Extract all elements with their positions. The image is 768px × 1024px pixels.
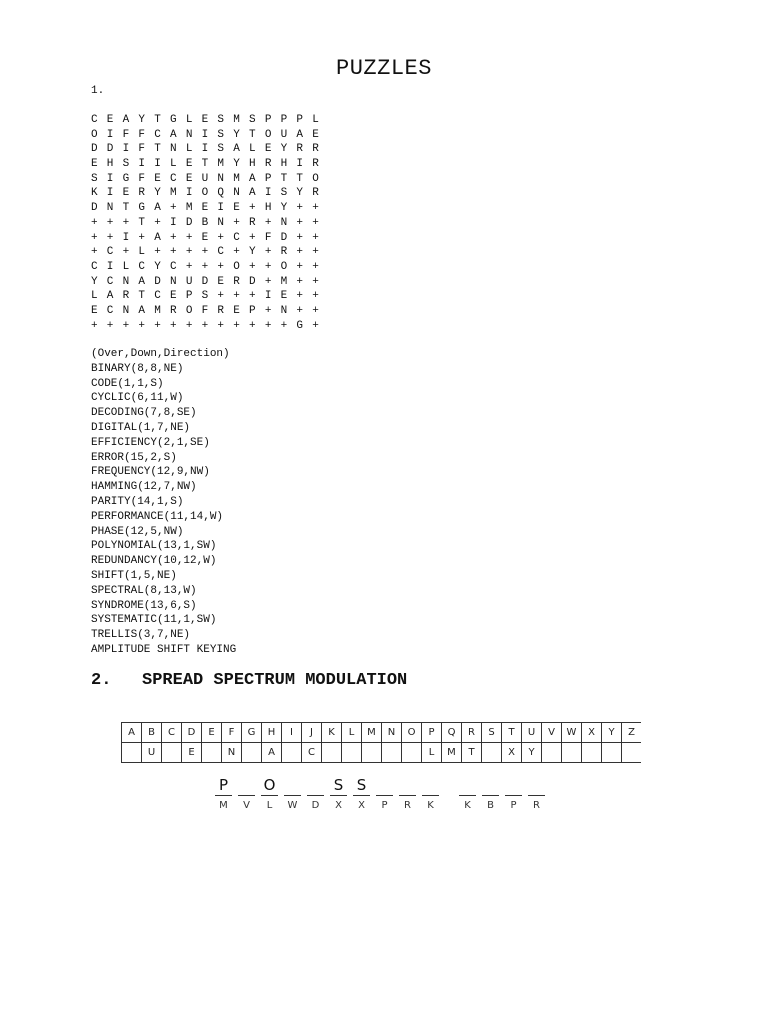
answer-slot[interactable] [373,775,396,812]
cipher-row [122,743,642,763]
cipher-cell[interactable] [362,743,382,763]
grid-row: + + + T + I D B N + R + N + + [91,216,321,229]
cipher-cell[interactable]: A [262,743,282,763]
word-list-item: PHASE(12,5,NW) [91,525,184,538]
word-search-grid [91,113,320,333]
cipher-code-letter: K [427,800,434,811]
alphabet-cell: K [322,723,342,743]
word-list-item: HAMMING(12,7,NW) [91,481,197,494]
alphabet-cell: F [222,723,242,743]
alphabet-cell: X [582,723,602,743]
cipher-code-letter: L [266,800,273,811]
cipher-cell[interactable] [282,743,302,763]
alphabet-cell: I [282,723,302,743]
word-list [91,347,236,658]
answer-slot[interactable] [212,775,235,812]
word-list-item: POLYNOMIAL(13,1,SW) [91,540,217,553]
word-list-item: SPECTRAL(8,13,W) [91,584,197,597]
alphabet-cell: B [142,723,162,743]
word-list-item: PARITY(14,1,S) [91,495,184,508]
cipher-cell[interactable] [322,743,342,763]
cipher-cell[interactable]: M [442,743,462,763]
grid-row: E H S I I L E T M Y H R H I R [91,158,321,171]
answer-slot[interactable] [258,775,281,812]
cipher-code-letter: P [510,800,517,811]
cipher-code-letter: X [358,800,365,811]
grid-row: O I F F C A N I S Y T O U A E [91,128,321,141]
answer-letter: S [333,776,344,794]
cipher-cell[interactable]: T [462,743,482,763]
grid-row: E C N A M R O F R E P + N + + [91,304,321,317]
answer-blank-line [376,795,393,796]
answer-slot[interactable] [304,775,327,812]
answer-slot[interactable] [502,775,525,812]
cipher-cell[interactable]: L [422,743,442,763]
cipher-cell[interactable] [202,743,222,763]
answer-slot[interactable] [396,775,419,812]
cipher-code-letter: D [311,800,320,811]
grid-row: C I L C Y C + + + O + + O + + [91,260,321,273]
answer-slot[interactable] [235,775,258,812]
word-list-item: CYCLIC(6,11,W) [91,392,184,405]
answer-area [212,775,548,812]
answer-slot[interactable] [525,775,548,812]
cipher-code-letter: V [243,800,250,811]
cipher-cell[interactable] [622,743,642,763]
cipher-cell[interactable]: E [182,743,202,763]
cipher-code-letter: M [219,800,228,811]
word-list-item: SYSTEMATIC(11,1,SW) [91,614,217,627]
word-list-item: ERROR(15,2,S) [91,451,177,464]
cipher-code-letter: W [287,800,298,811]
word-list-item: TRELLIS(3,7,NE) [91,629,191,642]
alphabet-cell: P [422,723,442,743]
cipher-cell[interactable] [402,743,422,763]
grid-row: D D I F T N L I S A L E Y R R [91,143,321,156]
answer-blank-line [528,795,545,796]
cipher-cell[interactable] [382,743,402,763]
cipher-code-letter: X [335,800,342,811]
cipher-cell[interactable] [602,743,622,763]
alphabet-cell: O [402,723,422,743]
answer-blank-line [284,795,301,796]
alphabet-cell: E [202,723,222,743]
alphabet-cell: W [562,723,582,743]
word-list-item: DECODING(7,8,SE) [91,407,197,420]
word-list-item: FREQUENCY(12,9,NW) [91,466,210,479]
alphabet-cell: U [522,723,542,743]
grid-row: C E A Y T G L E S M S P P P L [91,114,321,126]
alphabet-cell: N [382,723,402,743]
word-list-item: CODE(1,1,S) [91,377,164,390]
alphabet-cell: D [182,723,202,743]
cipher-table [121,722,641,763]
answer-slot[interactable] [419,775,442,812]
cipher-cell[interactable] [342,743,362,763]
word-list-item: SHIFT(1,5,NE) [91,569,177,582]
answer-blank-line [422,795,439,796]
cipher-cell[interactable]: N [222,743,242,763]
puzzle-1-number: 1. [91,85,105,97]
word-gap [442,775,456,812]
alphabet-cell: L [342,723,362,743]
answer-blank-line [238,795,255,796]
cipher-code-letter: R [533,800,540,811]
word-list-item: PERFORMANCE(11,14,W) [91,510,224,523]
cipher-cell[interactable] [162,743,182,763]
cipher-code-letter: K [464,800,471,811]
answer-blank-line [399,795,416,796]
cipher-code-letter: B [487,800,494,811]
word-list-item: DIGITAL(1,7,NE) [91,421,191,434]
word-list-item: REDUNDANCY(10,12,W) [91,555,217,568]
cipher-cell[interactable] [582,743,602,763]
word-list-item: SYNDROME(13,6,S) [91,599,197,612]
answer-letter: O [263,776,276,794]
cipher-cell[interactable] [542,743,562,763]
grid-row: K I E R Y M I O Q N A I S Y R [91,187,321,200]
grid-row: Y C N A D N U D E R D + M + + [91,275,321,288]
alphabet-cell: H [262,723,282,743]
answer-blank-line [459,795,476,796]
answer-blank-line [505,795,522,796]
answer-blank-line [215,795,232,796]
grid-row: + + + + + + + + + + + + + G + [91,319,321,332]
alphabet-cell: M [362,723,382,743]
cipher-code-letter: R [404,800,411,811]
alphabet-cell: Q [442,723,462,743]
cipher-code-letter: P [381,800,388,811]
answer-slot[interactable] [327,775,350,812]
alphabet-cell: G [242,723,262,743]
alphabet-row [122,723,642,743]
grid-row: + + I + A + + E + C + F D + + [91,231,321,244]
answer-slot[interactable] [350,775,373,812]
alphabet-cell: Y [602,723,622,743]
word-list-item: AMPLITUDE SHIFT KEYING [91,643,237,656]
answer-blank-line [261,795,278,796]
answer-slot[interactable] [281,775,304,812]
alphabet-cell: R [462,723,482,743]
page-title: PUZZLES [336,56,432,81]
alphabet-cell: T [502,723,522,743]
answer-letter: S [356,776,367,794]
alphabet-cell: Z [622,723,642,743]
grid-row: D N T G A + M E I E + H Y + + [91,202,321,215]
puzzle-2-heading: 2. SPREAD SPECTRUM MODULATION [91,671,408,690]
word-list-header: (Over,Down,Direction) [91,348,230,360]
cipher-cell[interactable] [562,743,582,763]
answer-slot[interactable] [479,775,502,812]
alphabet-cell: V [542,723,562,743]
alphabet-cell: C [162,723,182,743]
cipher-cell[interactable]: C [302,743,322,763]
grid-row: + C + L + + + + C + Y + R + + [91,246,321,259]
alphabet-cell: A [122,723,142,743]
cipher-cell[interactable]: U [142,743,162,763]
word-list-item: EFFICIENCY(2,1,SE) [91,436,210,449]
answer-blank-line [353,795,370,796]
alphabet-cell: J [302,723,322,743]
grid-row: S I G F E C E U N M A P T T O [91,172,321,185]
answer-letter: P [218,776,229,794]
answer-blank-line [330,795,347,796]
cipher-cell[interactable]: X [502,743,522,763]
answer-slot[interactable] [456,775,479,812]
grid-row: L A R T C E P S + + + I E + + [91,290,321,303]
word-list-item: BINARY(8,8,NE) [91,362,184,375]
cipher-cell[interactable]: Y [522,743,542,763]
answer-blank-line [482,795,499,796]
alphabet-cell: S [482,723,502,743]
cipher-cell[interactable] [122,743,142,763]
answer-blank-line [307,795,324,796]
cipher-cell[interactable] [482,743,502,763]
cipher-cell[interactable] [242,743,262,763]
